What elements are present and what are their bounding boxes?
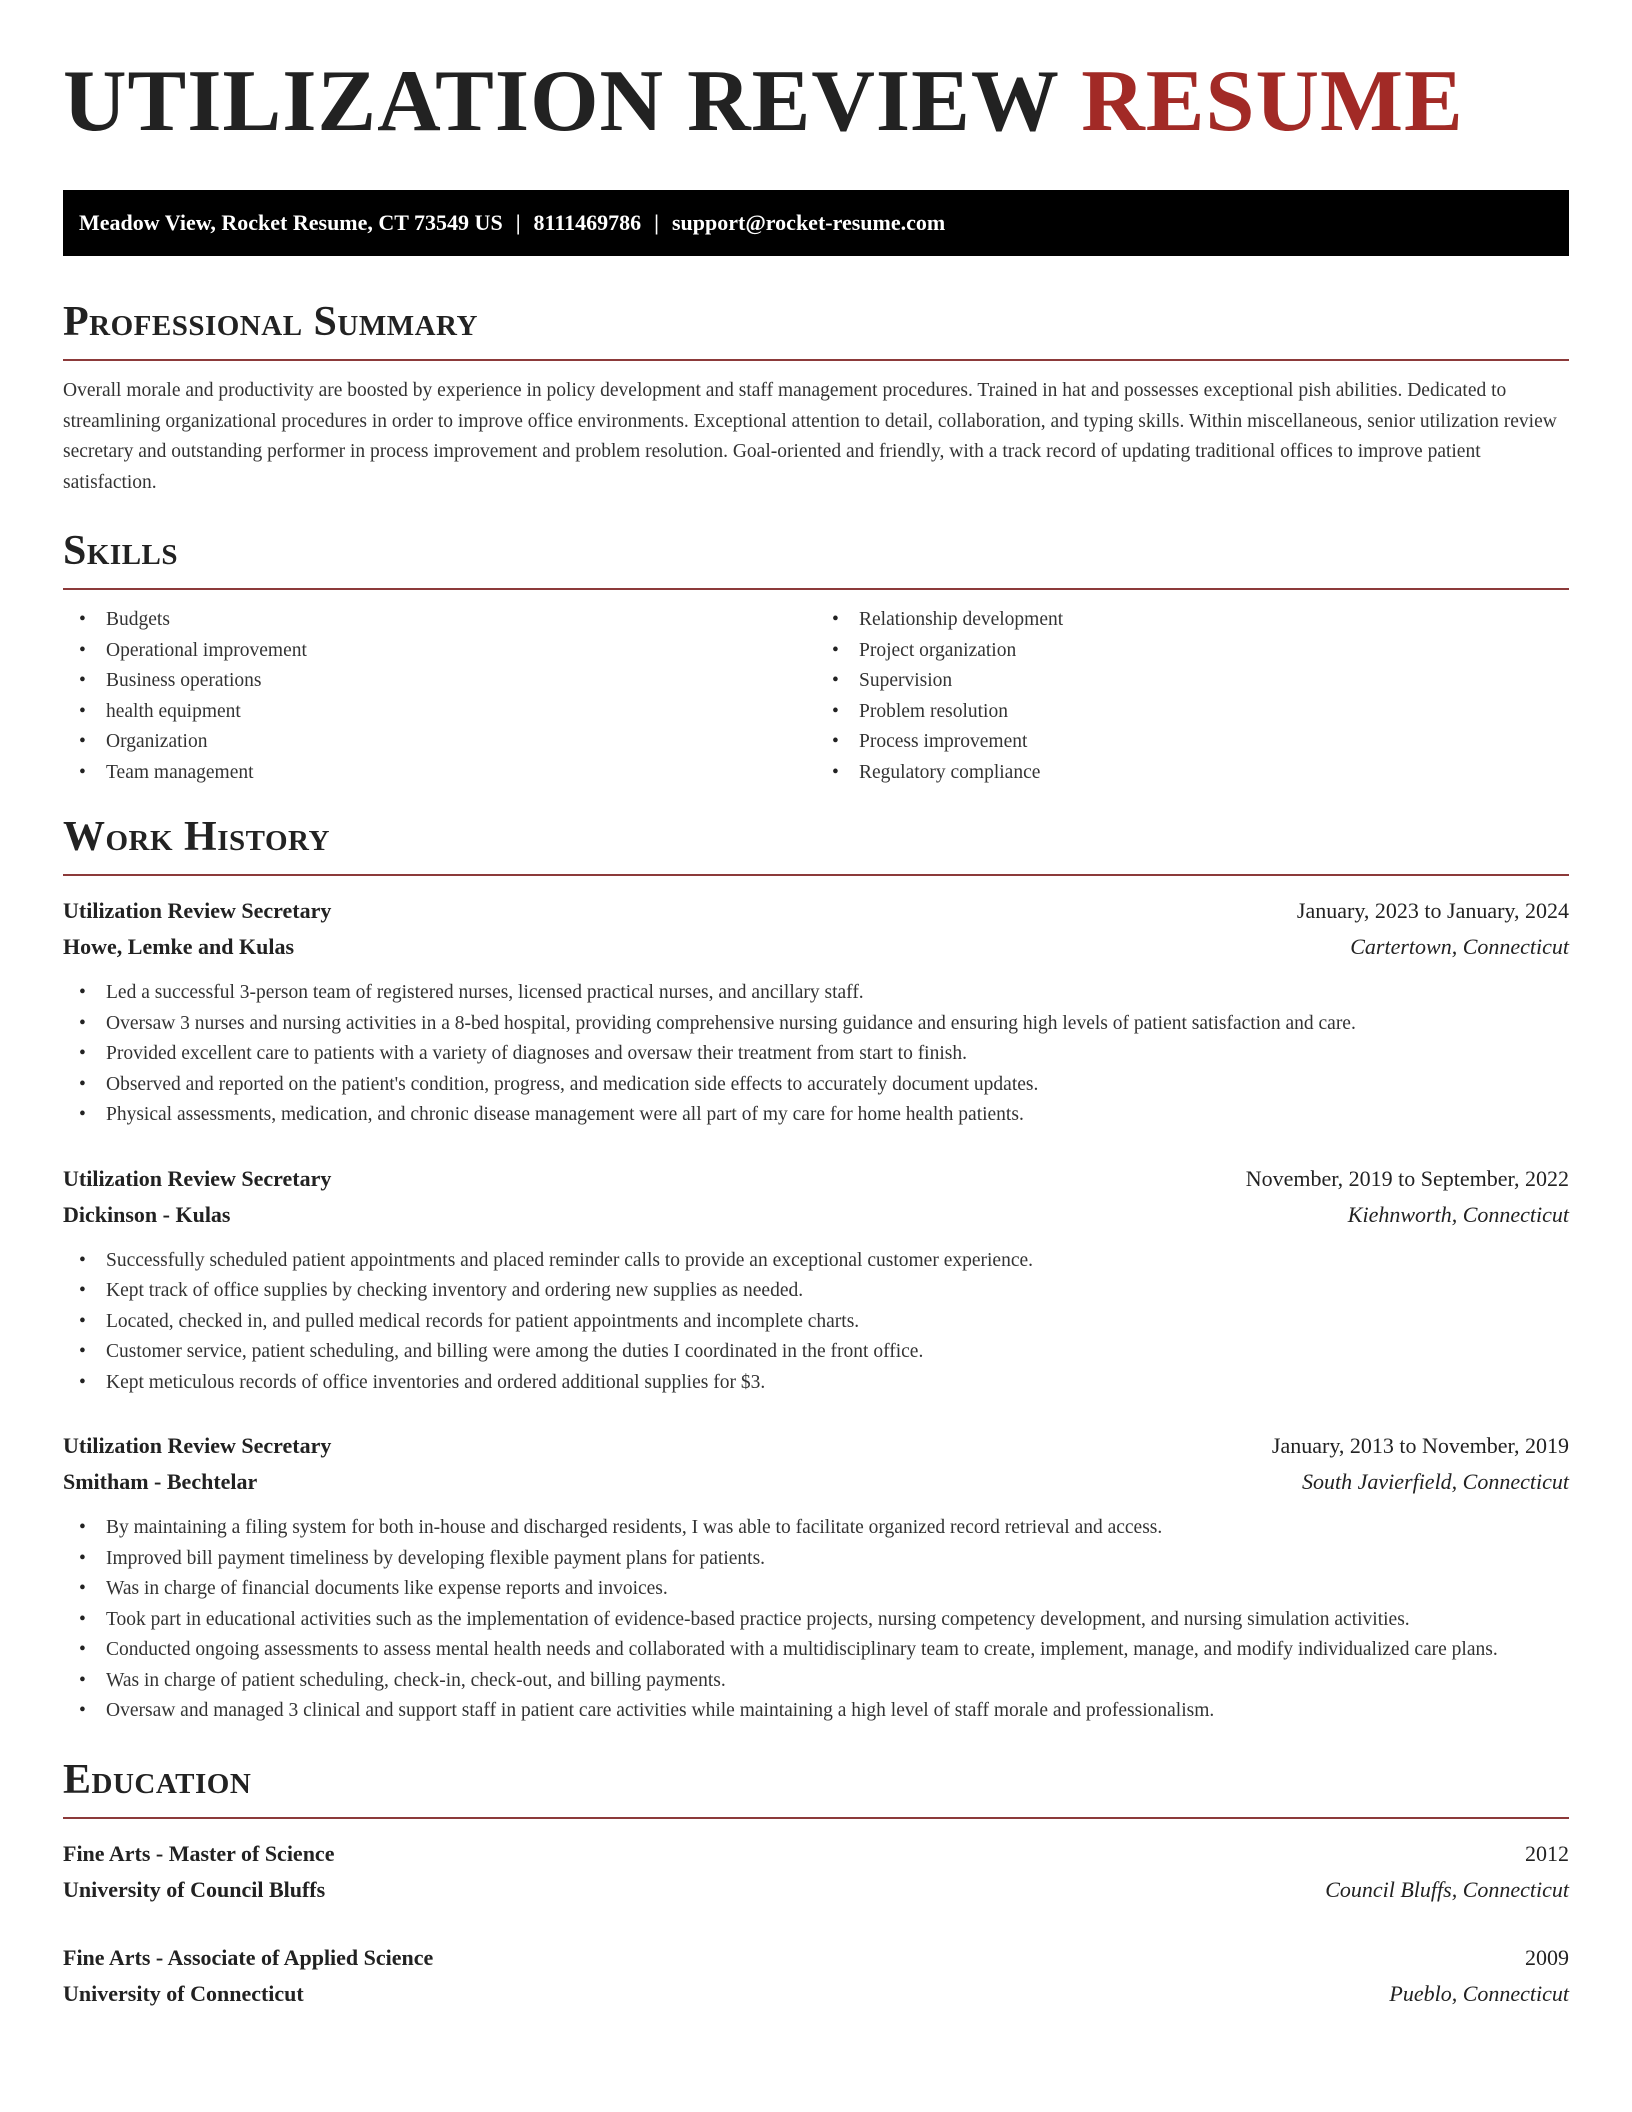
job-bullets (63, 1246, 1569, 1399)
job-bullet: • Was in charge of patient scheduling, check-in, check-out, and billing payments. (63, 1666, 1569, 1697)
job-bullets (63, 1513, 1569, 1727)
skill-item: • Operational improvement (63, 636, 816, 667)
job-bullet: • Was in charge of financial documents like expense reports and invoices. (63, 1574, 1569, 1605)
job-company: Howe, Lemke and Kulas (63, 934, 295, 959)
job-bullet: • Observed and reported on the patient's condition, progress, and medication side effects to accurately document updates. (63, 1070, 1569, 1101)
job-dates: January, 2023 to January, 2024 (1296, 898, 1569, 923)
job-location: Cartertown, Connecticut (1350, 934, 1569, 959)
education-school: University of Connecticut (63, 1980, 304, 2006)
job-bullet: • Led a successful 3-person team of registered nurses, licensed practical nurses, and ancillary staff. (63, 978, 1569, 1009)
job-company-row (63, 929, 1569, 965)
job-entry (63, 1161, 1569, 1399)
education-location: Pueblo, Connecticut (1389, 1980, 1569, 2006)
work-section (63, 812, 1569, 1727)
job-dates: January, 2013 to November, 2019 (1271, 1433, 1569, 1458)
job-company: Dickinson - Kulas (63, 1201, 231, 1227)
job-bullet: • Improved bill payment timeliness by developing flexible payment plans for patients. (63, 1544, 1569, 1575)
job-title: Utilization Review Secretary (63, 1433, 332, 1458)
job-title: Utilization Review Secretary (63, 898, 332, 923)
skills-column-left (63, 605, 816, 788)
education-year: 2009 (1525, 1944, 1569, 1970)
contact-separator: | (515, 210, 521, 235)
job-company-row (63, 1197, 1569, 1233)
job-bullet: • Located, checked in, and pulled medical records for patient appointments and incomplete charts. (63, 1307, 1569, 1338)
education-location: Council Bluffs, Connecticut (1325, 1876, 1569, 1902)
skill-item: • Problem resolution (816, 697, 1569, 728)
education-degree: Fine Arts - Master of Science (63, 1840, 335, 1866)
job-company-row (63, 1464, 1569, 1500)
job-header-row (63, 893, 1569, 929)
skill-item: • Relationship development (816, 605, 1569, 636)
job-header-row (63, 1428, 1569, 1464)
education-degree: Fine Arts - Associate of Applied Science (63, 1944, 434, 1970)
job-location: South Javierfield, Connecticut (1302, 1469, 1569, 1494)
job-dates: November, 2019 to September, 2022 (1245, 1165, 1569, 1191)
section-divider (63, 588, 1569, 590)
section-title-summary: Professional Summary (63, 299, 478, 345)
education-header-row (63, 1940, 1569, 1976)
job-company: Smitham - Bechtelar (63, 1469, 258, 1494)
job-bullet: • Physical assessments, medication, and chronic disease management were all part of my care for home health patients. (63, 1100, 1569, 1131)
contact-phone: 8111469786 (533, 210, 642, 235)
section-title-education: Education (63, 1756, 252, 1803)
education-school-row (63, 1976, 1569, 2012)
skill-item: • Regulatory compliance (816, 758, 1569, 789)
job-title: Utilization Review Secretary (63, 1165, 332, 1191)
skill-item: • Supervision (816, 666, 1569, 697)
job-bullet: • Successfully scheduled patient appointments and placed reminder calls to provide an exceptional customer experience. (63, 1246, 1569, 1277)
name-main: UTILIZATION REVIEW (63, 53, 1059, 150)
skill-item: • Budgets (63, 605, 816, 636)
skills-column-right (816, 605, 1569, 788)
skill-item: • Business operations (63, 666, 816, 697)
education-year: 2012 (1525, 1840, 1569, 1866)
summary-section (63, 297, 1569, 498)
resume-name (63, 0, 1569, 152)
job-entry (63, 1428, 1569, 1727)
job-location: Kiehnworth, Connecticut (1347, 1201, 1569, 1227)
section-divider (63, 359, 1569, 361)
job-bullet: • Conducted ongoing assessments to assess mental health needs and collaborated with a multidisciplinary team to create, implement, manage, and modify individualized care plans. (63, 1635, 1569, 1666)
job-bullet: • Oversaw and managed 3 clinical and support staff in patient care activities while maintaining a high level of staff morale and professionalism. (63, 1696, 1569, 1727)
contact-email: support@rocket-resume.com (671, 210, 946, 235)
education-school: University of Council Bluffs (63, 1876, 326, 1902)
job-bullet: • Customer service, patient scheduling, and billing were among the duties I coordinated in the front office. (63, 1337, 1569, 1368)
job-bullet: • Took part in educational activities such as the implementation of evidence-based practice projects, nursing competency development, and nursing simulation activities. (63, 1605, 1569, 1636)
skills-section (63, 526, 1569, 788)
job-entry (63, 893, 1569, 1131)
section-title-skills: Skills (63, 528, 179, 574)
skill-item: • health equipment (63, 697, 816, 728)
education-school-row (63, 1872, 1569, 1908)
skill-item: • Process improvement (816, 727, 1569, 758)
contact-bar (63, 190, 1569, 256)
job-bullet: • Provided excellent care to patients with a variety of diagnoses and oversaw their treatment from start to finish. (63, 1039, 1569, 1070)
education-entry (63, 1940, 1569, 2012)
section-title-work: Work History (63, 814, 330, 860)
job-header-row (63, 1161, 1569, 1197)
skill-item: • Project organization (816, 636, 1569, 667)
section-divider (63, 1817, 1569, 1819)
job-bullet: • Oversaw 3 nurses and nursing activities in a 8-bed hospital, providing comprehensive nursing guidance and ensuring high levels of patient satisfaction and care. (63, 1009, 1569, 1040)
skill-item: • Team management (63, 758, 816, 789)
contact-address: Meadow View, Rocket Resume, CT 73549 US (79, 210, 503, 235)
education-header-row (63, 1836, 1569, 1872)
job-bullet: • By maintaining a filing system for both in-house and discharged residents, I was able to facilitate organized record retrieval and access. (63, 1513, 1569, 1544)
skills-list (63, 605, 1569, 788)
education-section (63, 1755, 1569, 2012)
skill-item: • Organization (63, 727, 816, 758)
name-accent: RESUME (1081, 53, 1464, 150)
job-bullet: • Kept meticulous records of office inventories and ordered additional supplies for $3. (63, 1368, 1569, 1399)
summary-text: Overall morale and productivity are boosted by experience in policy development and staff management procedures. Trained in hat and possesses exceptional pish abilities. Dedicated to streamlining organizational procedures in order to improve office environments. Exceptional attention to detail, collaboration, and typing skills. Within miscellaneous, senior utilization review secretary and outstanding performer in process improvement and problem resolution. Goal-oriented and friendly, with a track record of updating traditional offices to improve patient satisfaction. (63, 380, 1557, 493)
job-bullet: • Kept track of office supplies by checking inventory and ordering new supplies as needed. (63, 1276, 1569, 1307)
section-divider (63, 874, 1569, 876)
education-entry (63, 1836, 1569, 1908)
contact-separator: | (654, 210, 659, 235)
job-bullets (63, 978, 1569, 1131)
